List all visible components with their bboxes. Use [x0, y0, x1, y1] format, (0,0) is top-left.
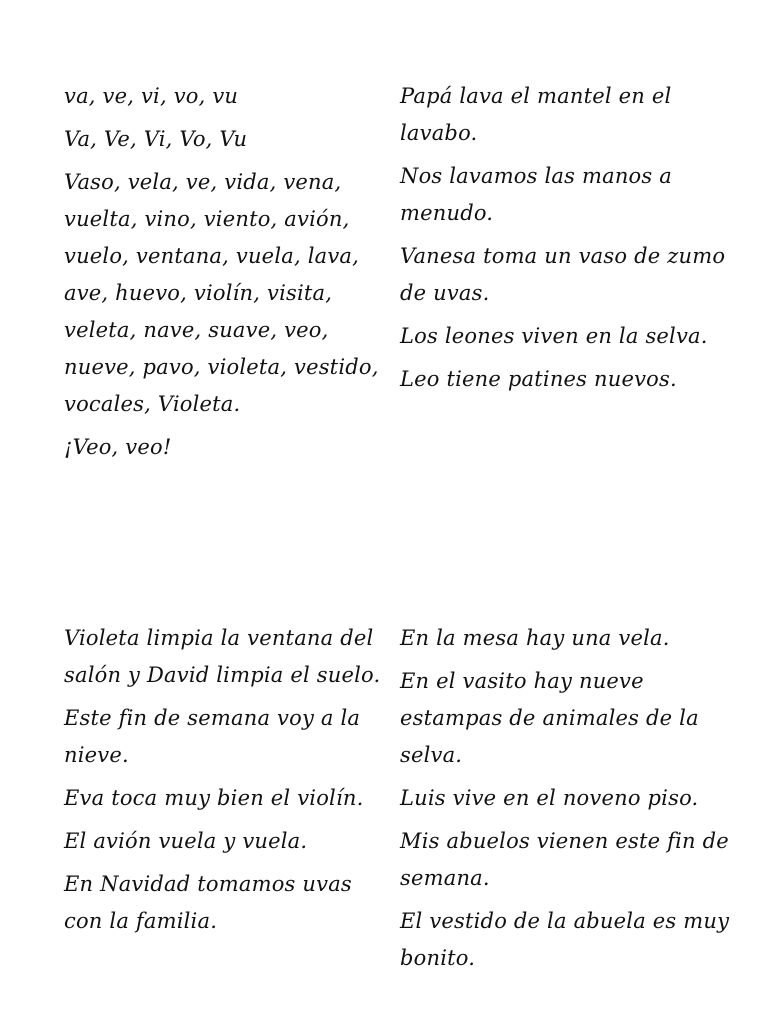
- sentence: Mis abuelos vienen este fin de semana.: [400, 829, 729, 890]
- sentence: Luis vive en el noveno piso.: [400, 786, 699, 810]
- sentence: En Navidad tomamos uvas con la familia.: [64, 872, 352, 933]
- bottom-left-text-block: [64, 620, 394, 946]
- bottom-right-text-block: [400, 620, 730, 983]
- sentence: Este fin de semana voy a la nieve.: [64, 706, 361, 767]
- syllables-lowercase: va, ve, vi, vo, vu: [64, 84, 239, 108]
- exclamation: ¡Veo, veo!: [64, 435, 172, 459]
- sentence: El vestido de la abuela es muy bonito.: [400, 909, 730, 970]
- sentence: Los leones viven en la selva.: [400, 324, 708, 348]
- word-list: Vaso, vela, ve, vida, vena, vuelta, vino, viento, avión, vuelo, ventana, vuela, lava, ave, huevo, violín, visita, veleta, nave, suave, veo, nueve, pavo, violeta, vestido, vocales, Violeta.: [64, 170, 379, 416]
- top-left-text-block: [64, 78, 394, 472]
- sentence: Leo tiene patines nuevos.: [400, 367, 677, 391]
- sentence: En el vasito hay nueve estampas de animales de la selva.: [400, 669, 699, 767]
- sentence: Nos lavamos las manos a menudo.: [400, 164, 672, 225]
- top-right-text-block: [400, 78, 730, 404]
- sentence: Papá lava el mantel en el lavabo.: [400, 84, 672, 145]
- syllables-uppercase: Va, Ve, Vi, Vo, Vu: [64, 127, 248, 151]
- sentence: El avión vuela y vuela.: [64, 829, 308, 853]
- sentence: Violeta limpia la ventana del salón y David limpia el suelo.: [64, 626, 381, 687]
- sentence: Vanesa toma un vaso de zumo de uvas.: [400, 244, 726, 305]
- sentence: Eva toca muy bien el violín.: [64, 786, 364, 810]
- sentence: En la mesa hay una vela.: [400, 626, 670, 650]
